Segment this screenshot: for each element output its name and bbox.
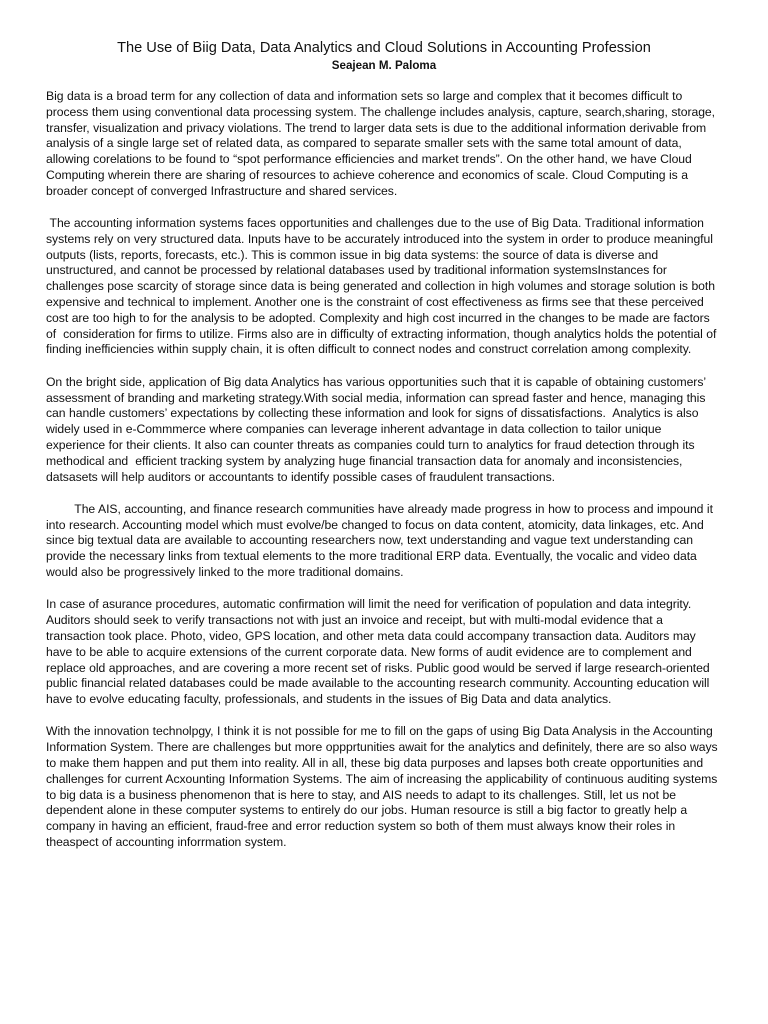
document-page	[46, 38, 722, 867]
paragraph: In case of asurance procedures, automatic confirmation will limit the need for verification of population and data integrity. Auditors should seek to verify transactions not with just an invoice and receipt, but with multi-modal evidence that a transaction took place. Photo, video, GPS location, and other meta data could accompany transaction data. Auditors may have to be able to acquire extensions of the current corporate data. New forms of audit evidence are to complement and replace old approaches, and are covering a more recent set of risks. Public good would be served if large research-oriented public financial related databases could be made available to the accounting research community. Accounting education will have to evolve educating faculty, professionals, and students in the issues of Big Data and data analytics.	[46, 597, 714, 707]
paragraph: The accounting information systems faces opportunities and challenges due to the use of Big Data. Traditional information systems rely on very structured data. Inputs have to be accurately introduced into the system in order to produce meaningful outputs (lists, reports, forecasts, etc.). This is common issue in big data systems: the source of data is diverse and unstructured, and cannot be processed by relational databases used by traditional information systemsInstances for challenges pose scarcity of storage since data is being generated and collection in high volumes and storage solution is both expensive and technical to implement. Another one is the constraint of cost effectiveness as firms see that these perceived cost are too high to for the analysis to be adopted. Complexity and high cost incurred in the changes to be made are factors of consideration for firms to utilize. Firms also are in difficulty of extracting information, though analytics holds the potential of finding inefficiencies within supply chain, it is often difficult to connect nodes and construct correlation among complexity.	[46, 216, 720, 357]
document-title: The Use of Biig Data, Data Analytics and Cloud Solutions in Accounting Profession	[117, 40, 651, 56]
paragraph: With the innovation technolpgy, I think it is not possible for me to fill on the gaps of using Big Data Analysis in the Accounting Information System. There are challenges but more oppprtunities await for the analytics and definitely, there are so also ways to make them happen and put them into reality. All in all, these big data purposes and lapses both create opportunities and challenges for current Acxounting Information Systems. The aim of increasing the applicability of continuous auditing systems to big data is a business phenomenon that is here to stay, and AIS needs to adapt to its challenges. Still, let us not be dependent alone in these computer systems to entirely do our jobs. Human resource is still a big factor to greatly help a company in having an efficient, fraud-free and error reduction system so both of them must always know their roles in theaspect of accounting inforrmation system.	[46, 724, 722, 849]
document-author: Seajean M. Paloma	[331, 59, 437, 72]
paragraph: On the bright side, application of Big data Analytics has various opportunities such that it is capable of obtaining customers’ assessment of branding and marketing strategy.With social media, information can spread faster and hence, managing this can handle customers’ expectations by collecting these information and look for signs of dissatisfactions. Analytics is also widely used in e-Commmerce where companies can leverage inherent advantage in data collection to tailor unique experience for their clients. It also can counter threats as companies could turn to analytics for fraud detection through its methodical and efficient tracking system by analyzing huge financial transaction data for anomaly and inconsistencies, datsasets will help auditors or accountants to identify possible cases of fraudulent transactions.	[46, 374, 710, 484]
paragraph: Big data is a broad term for any collection of data and information sets so large and complex that it becomes difficult to process them using conventional data processing system. The challenge includes analysis, capture, search,sharing, storage, transfer, visualization and privacy violations. The trend to larger data sets is due to the additional information derivable from analysis of a single large set of related data, as compared to separate smaller sets with the same total amount of data, allowing corelations to be found to “spot performance efficiencies and market trends”. On the other hand, we have Cloud Computing wherein there are sharing of resources to achieve coherence and economics of scale. Cloud Computing is a broader concept of converged Infrastructure and shared services.	[46, 89, 719, 198]
paragraph: The AIS, accounting, and finance research communities have already made progress in how to process and impound it into research. Accounting model which must evolve/be changed to focus on data content, atomicity, data linkages, etc. And since big textual data are available to accounting researchers now, text understanding and vague text understanding can provide the necessary links from textual elements to the more traditional ERP data. Eventually, the vocalic and video data would also be progressively linked to the more traditional domains.	[46, 501, 717, 580]
